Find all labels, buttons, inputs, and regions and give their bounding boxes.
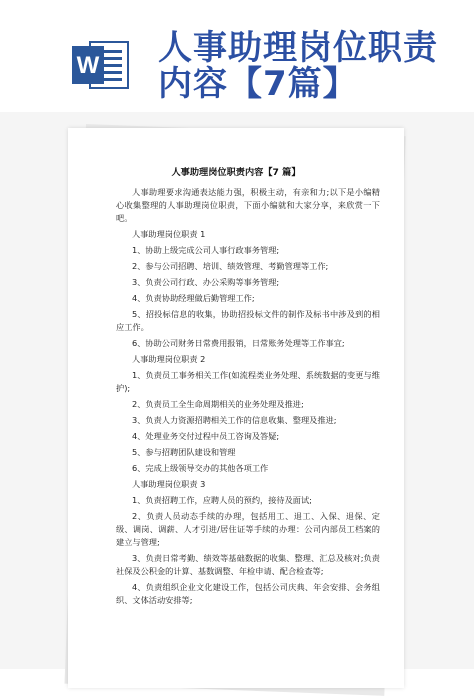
list-item: 2、参与公司招聘、培训、绩效管理、考勤管理等工作; bbox=[132, 261, 329, 271]
list-item: 4、负责组织企业文化建设工作，包括公司庆典、年会安排、会务组织、文体活动安排等; bbox=[116, 582, 380, 605]
section-heading-3: 人事助理岗位职责 3 bbox=[132, 479, 206, 489]
list-item: 1、负责员工事务相关工作(如流程类业务处理、系统数据的变更与维护); bbox=[116, 370, 380, 393]
document-body bbox=[116, 186, 380, 610]
section-heading-2: 人事助理岗位职责 2 bbox=[132, 354, 206, 364]
list-item: 5、参与招聘团队建设和管理 bbox=[132, 447, 236, 457]
banner bbox=[0, 0, 474, 110]
list-item: 2、负责员工全生命周期相关的业务处理及推进; bbox=[132, 399, 304, 409]
section-heading-1: 人事助理岗位职责 1 bbox=[132, 229, 206, 239]
list-item: 4、处理业务交付过程中员工咨询及答疑; bbox=[132, 431, 280, 441]
document-title: 人事助理岗位职责内容【7 篇】 bbox=[171, 167, 301, 178]
document-page bbox=[68, 128, 404, 688]
list-item: 3、负责日常考勤、绩效等基础数据的收集、整理、汇总及核对;负责社保及公积金的计算、基数调整、年检申请、配合检查等; bbox=[116, 553, 380, 576]
word-document-icon bbox=[72, 38, 130, 92]
list-item: 4、负责协助经理做后勤管理工作; bbox=[132, 293, 255, 303]
intro-paragraph: 人事助理要求沟通表达能力强，积极主动，有亲和力;以下是小编精心收集整理的人事助理岗位职责，下面小编就和大家分享，来欣赏一下吧。 bbox=[116, 187, 380, 223]
word-icon-letter: W bbox=[76, 52, 100, 79]
list-item: 5、招投标信息的收集，协助招投标文件的制作及标书中涉及到的相应工作。 bbox=[116, 309, 380, 332]
list-item: 6、完成上级领导交办的其他各项工作 bbox=[132, 463, 269, 473]
banner-title: 人事助理岗位职责 内容【7篇】 bbox=[158, 28, 438, 104]
list-item: 6、协助公司财务日常费用报销，日常账务处理等工作事宜; bbox=[132, 338, 345, 348]
list-item: 3、负责公司行政、办公采购等事务管理; bbox=[132, 277, 280, 287]
list-item: 1、负责招聘工作，应聘人员的预约，接待及面试; bbox=[132, 495, 312, 505]
list-item: 1、协助上级完成公司人事行政事务管理; bbox=[132, 245, 280, 255]
list-item: 3、负责人力资源招聘相关工作的信息收集、整理及推进; bbox=[132, 415, 337, 425]
list-item: 2、负责人员动态手续的办理，包括用工、退工、入保、退保、定级、调岗、调薪、人才引进/居住证等手续的办理：公司内部员工档案的建立与管理; bbox=[116, 511, 380, 547]
